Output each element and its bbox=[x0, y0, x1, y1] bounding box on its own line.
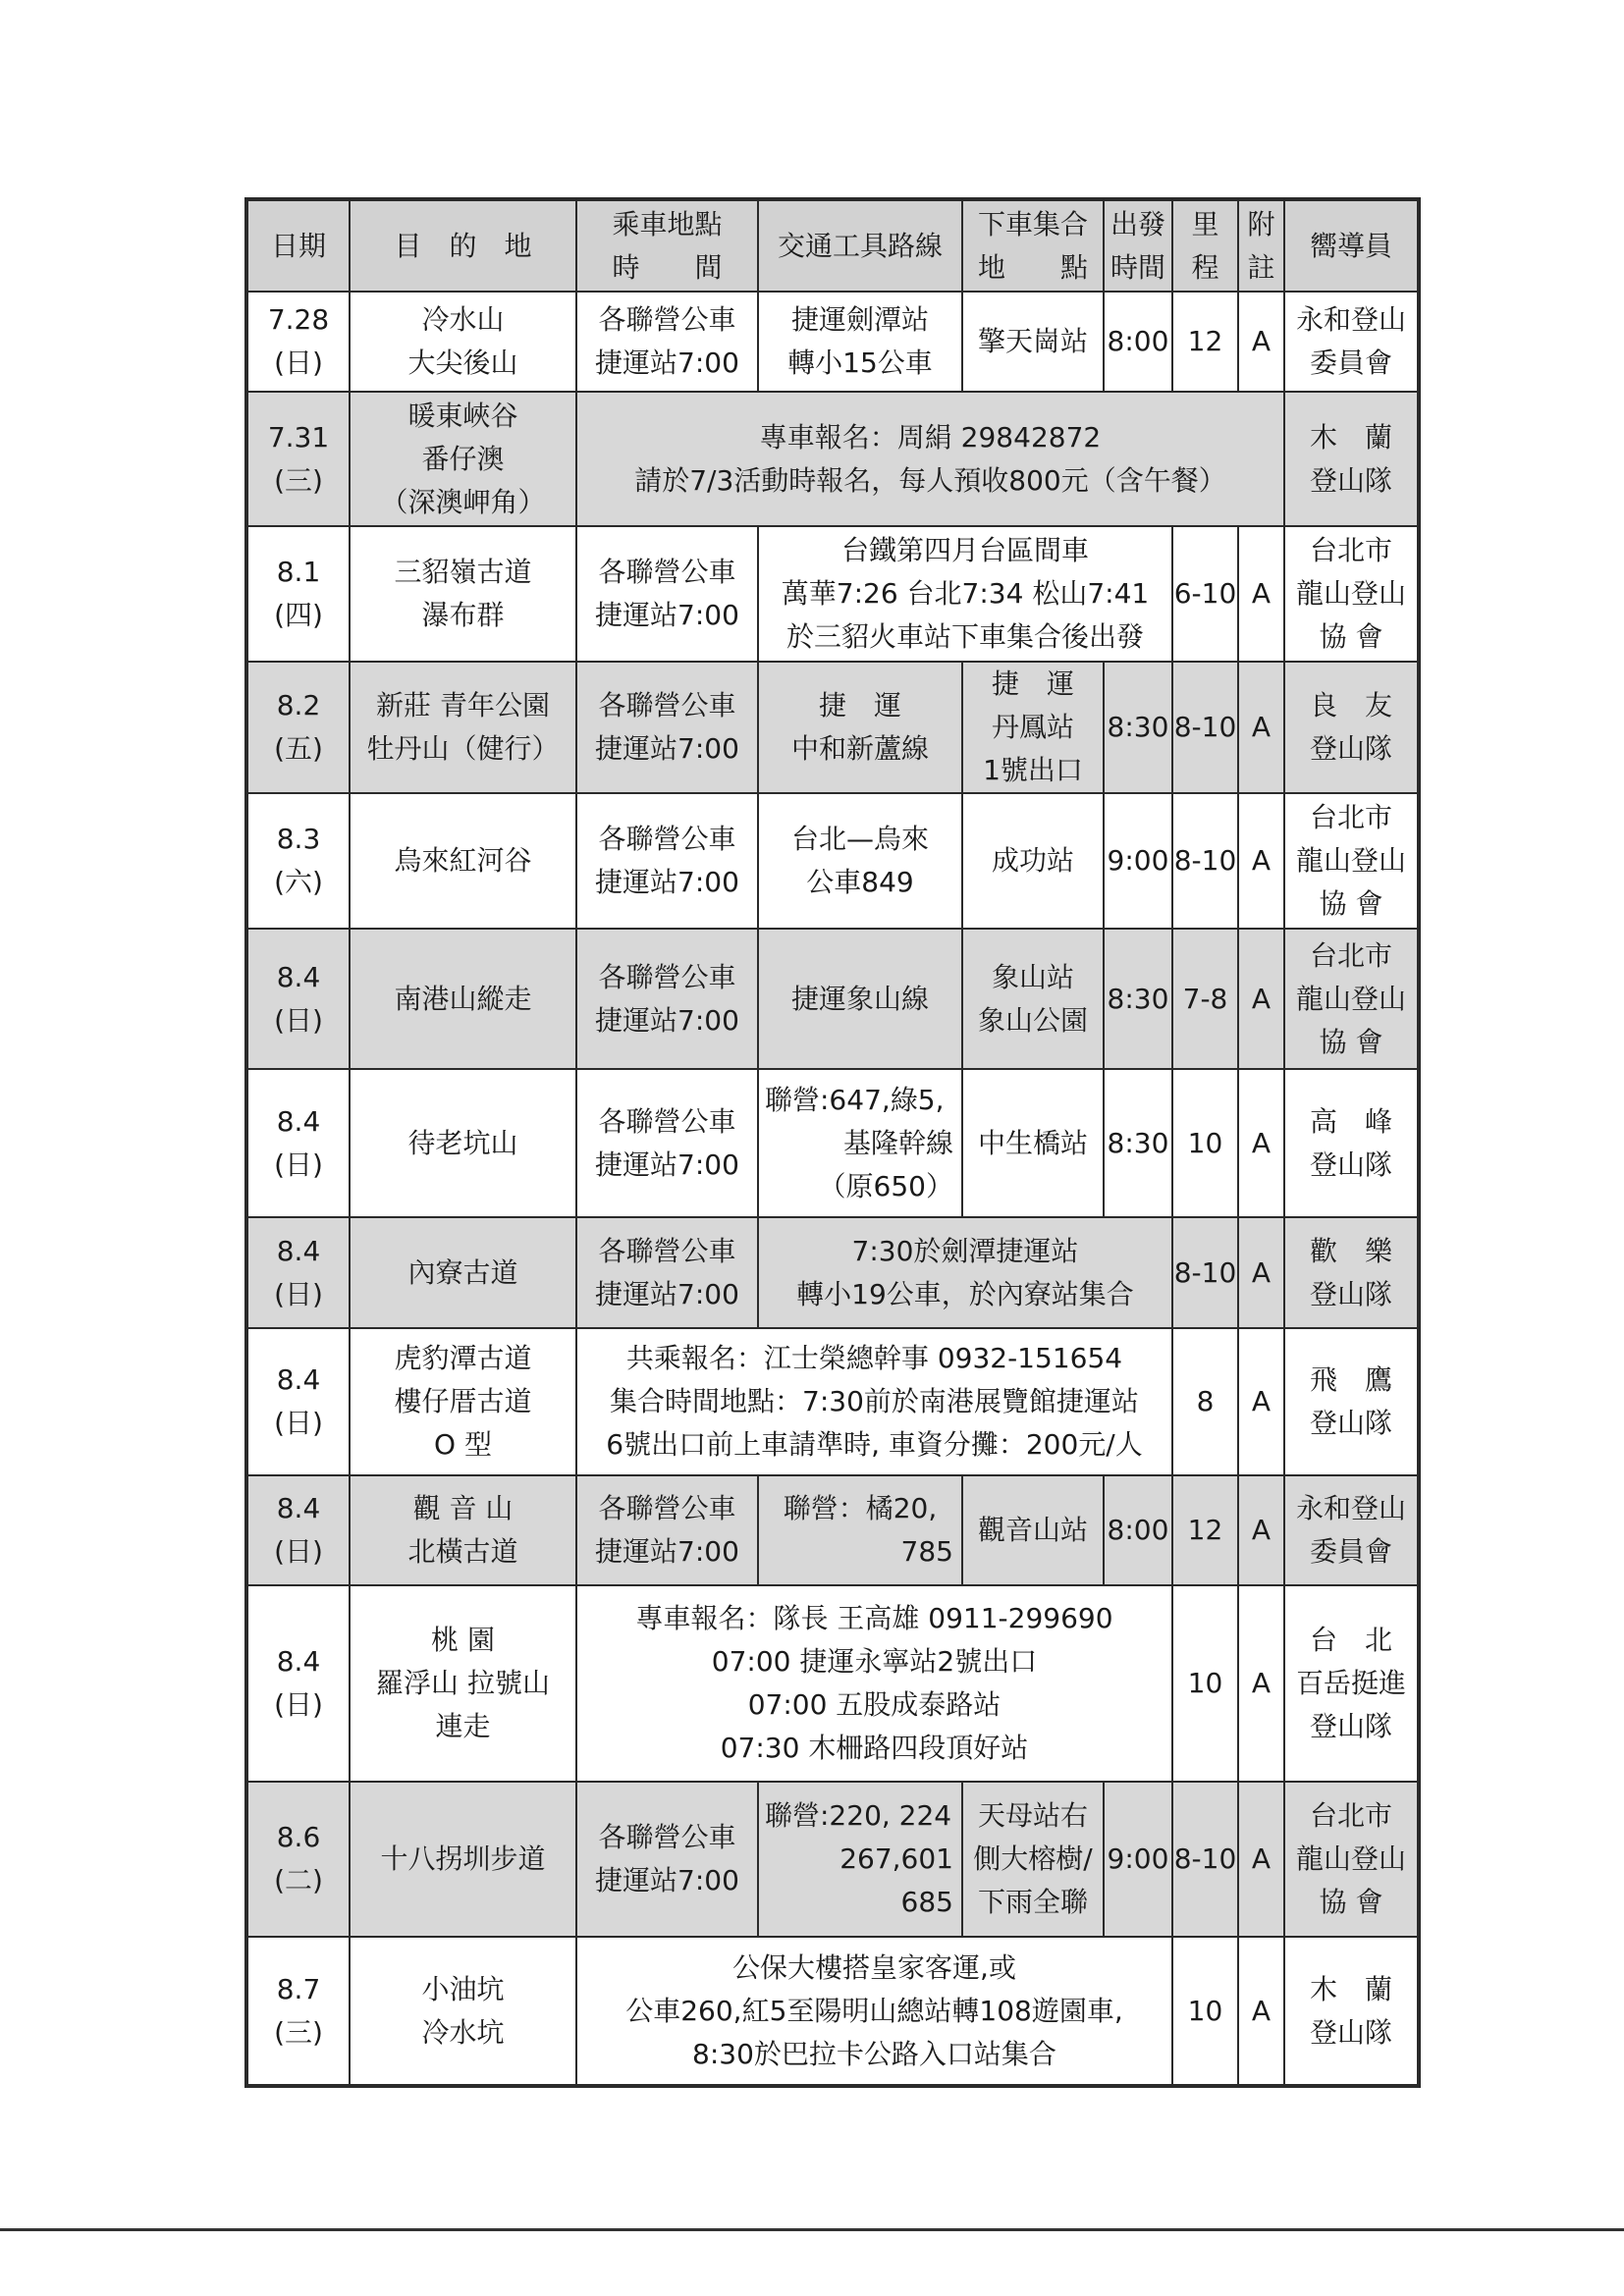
cell-boarding: 各聯營公車 捷運站7:00 bbox=[576, 1475, 758, 1585]
header-guide: 嚮導員 bbox=[1284, 199, 1419, 292]
cell-guide: 台北市 龍山登山 協 會 bbox=[1284, 526, 1419, 662]
cell-meeting-point: 象山站 象山公園 bbox=[962, 929, 1104, 1069]
cell-boarding: 各聯營公車 捷運站7:00 bbox=[576, 526, 758, 662]
table-row bbox=[246, 1328, 1419, 1475]
cell-distance: 8-10 bbox=[1172, 1217, 1238, 1328]
cell-guide: 台北市 龍山登山 協 會 bbox=[1284, 1782, 1419, 1937]
cell-note: A bbox=[1238, 1475, 1284, 1585]
cell-departure-time: 8:00 bbox=[1104, 292, 1172, 392]
cell-meeting-point: 捷 運 丹鳳站 1號出口 bbox=[962, 662, 1104, 793]
table-row bbox=[246, 1782, 1419, 1937]
header-row bbox=[246, 199, 1419, 292]
cell-route: 台北—烏來 公車849 bbox=[758, 793, 962, 929]
table-row bbox=[246, 1937, 1419, 2086]
table-row bbox=[246, 292, 1419, 392]
header-boarding: 乘車地點 時 間 bbox=[576, 199, 758, 292]
cell-departure-time: 8:30 bbox=[1104, 1069, 1172, 1217]
cell-note: A bbox=[1238, 793, 1284, 929]
cell-distance: 8-10 bbox=[1172, 793, 1238, 929]
cell-guide: 永和登山 委員會 bbox=[1284, 292, 1419, 392]
cell-destination: 南港山縱走 bbox=[350, 929, 576, 1069]
table-row bbox=[246, 1585, 1419, 1782]
cell-note: A bbox=[1238, 1069, 1284, 1217]
cell-route: 捷運劍潭站 轉小15公車 bbox=[758, 292, 962, 392]
cell-departure-time: 8:30 bbox=[1104, 929, 1172, 1069]
cell-distance: 10 bbox=[1172, 1069, 1238, 1217]
table-row bbox=[246, 1217, 1419, 1328]
cell-note: A bbox=[1238, 662, 1284, 793]
cell-distance: 8 bbox=[1172, 1328, 1238, 1475]
table-row bbox=[246, 662, 1419, 793]
cell-date: 8.4 (日) bbox=[246, 1585, 350, 1782]
cell-destination: 待老坑山 bbox=[350, 1069, 576, 1217]
cell-departure-time: 8:30 bbox=[1104, 662, 1172, 793]
cell-date: 8.4 (日) bbox=[246, 929, 350, 1069]
cell-registration-info: 專車報名：周絹 29842872 請於7/3活動時報名，每人預收800元（含午餐） bbox=[576, 392, 1284, 526]
cell-date: 8.4 (日) bbox=[246, 1328, 350, 1475]
header-route: 交通工具路線 bbox=[758, 199, 962, 292]
cell-destination: 暖東峽谷 番仔澳 （深澳岬角） bbox=[350, 392, 576, 526]
table-row bbox=[246, 526, 1419, 662]
cell-meeting-point: 中生橋站 bbox=[962, 1069, 1104, 1217]
cell-departure-time: 8:00 bbox=[1104, 1475, 1172, 1585]
cell-note: A bbox=[1238, 1937, 1284, 2086]
cell-route: 捷運象山線 bbox=[758, 929, 962, 1069]
cell-destination: 觀 音 山 北橫古道 bbox=[350, 1475, 576, 1585]
cell-boarding: 各聯營公車 捷運站7:00 bbox=[576, 793, 758, 929]
cell-route: 聯營:647,綠5, 基隆幹線 （原650） bbox=[758, 1069, 962, 1217]
footer-divider bbox=[0, 2228, 1624, 2231]
cell-boarding: 各聯營公車 捷運站7:00 bbox=[576, 662, 758, 793]
table-row bbox=[246, 929, 1419, 1069]
cell-guide: 歡 樂 登山隊 bbox=[1284, 1217, 1419, 1328]
cell-date: 8.4 (日) bbox=[246, 1217, 350, 1328]
cell-route: 聯營:220, 224 267,601 685 bbox=[758, 1782, 962, 1937]
cell-distance: 7-8 bbox=[1172, 929, 1238, 1069]
cell-distance: 8-10 bbox=[1172, 1782, 1238, 1937]
cell-date: 8.4 (日) bbox=[246, 1069, 350, 1217]
cell-date: 7.28 (日) bbox=[246, 292, 350, 392]
cell-distance: 8-10 bbox=[1172, 662, 1238, 793]
cell-date: 8.2 (五) bbox=[246, 662, 350, 793]
cell-note: A bbox=[1238, 1217, 1284, 1328]
cell-route: 聯營：橘20, 785 bbox=[758, 1475, 962, 1585]
header-meeting-point: 下車集合 地 點 bbox=[962, 199, 1104, 292]
cell-registration-info: 共乘報名：江士榮總幹事 0932-151654 集合時間地點：7:30前於南港展覽館捷運站 6號出口前上車請準時, 車資分攤：200元/人 bbox=[576, 1328, 1172, 1475]
header-note: 附 註 bbox=[1238, 199, 1284, 292]
cell-guide: 良 友 登山隊 bbox=[1284, 662, 1419, 793]
cell-guide: 飛 鷹 登山隊 bbox=[1284, 1328, 1419, 1475]
cell-guide: 永和登山 委員會 bbox=[1284, 1475, 1419, 1585]
cell-date: 8.3 (六) bbox=[246, 793, 350, 929]
cell-destination: 三貂嶺古道 瀑布群 bbox=[350, 526, 576, 662]
header-date: 日期 bbox=[246, 199, 350, 292]
cell-date: 8.4 (日) bbox=[246, 1475, 350, 1585]
cell-note: A bbox=[1238, 929, 1284, 1069]
cell-meeting-point: 天母站右 側大榕樹/ 下雨全聯 bbox=[962, 1782, 1104, 1937]
cell-guide: 木 蘭 登山隊 bbox=[1284, 1937, 1419, 2086]
cell-boarding: 各聯營公車 捷運站7:00 bbox=[576, 1217, 758, 1328]
cell-destination: 小油坑 冷水坑 bbox=[350, 1937, 576, 2086]
table-row bbox=[246, 1475, 1419, 1585]
cell-destination: 內寮古道 bbox=[350, 1217, 576, 1328]
cell-meeting-point: 觀音山站 bbox=[962, 1475, 1104, 1585]
table-row bbox=[246, 793, 1419, 929]
header-distance: 里 程 bbox=[1172, 199, 1238, 292]
cell-guide: 台北市 龍山登山 協 會 bbox=[1284, 793, 1419, 929]
cell-departure-time: 9:00 bbox=[1104, 793, 1172, 929]
cell-meeting-point: 擎天崗站 bbox=[962, 292, 1104, 392]
cell-note: A bbox=[1238, 1328, 1284, 1475]
cell-distance: 10 bbox=[1172, 1937, 1238, 2086]
cell-note: A bbox=[1238, 526, 1284, 662]
cell-registration-info: 公保大樓搭皇家客運,或 公車260,紅5至陽明山總站轉108遊園車, 8:30於巴拉卡公路入口站集合 bbox=[576, 1937, 1172, 2086]
cell-guide: 台北市 龍山登山 協 會 bbox=[1284, 929, 1419, 1069]
cell-route-detail: 台鐵第四月台區間車 萬華7:26 台北7:34 松山7:41 於三貂火車站下車集合後出發 bbox=[758, 526, 1172, 662]
cell-guide: 高 峰 登山隊 bbox=[1284, 1069, 1419, 1217]
cell-guide: 台 北 百岳挺進 登山隊 bbox=[1284, 1585, 1419, 1782]
header-destination: 目 的 地 bbox=[350, 199, 576, 292]
cell-registration-info: 專車報名：隊長 王高雄 0911-299690 07:00 捷運永寧站2號出口 07:00 五股成泰路站 07:30 木柵路四段頂好站 bbox=[576, 1585, 1172, 1782]
cell-distance: 12 bbox=[1172, 292, 1238, 392]
cell-route-detail: 7:30於劍潭捷運站 轉小19公車，於內寮站集合 bbox=[758, 1217, 1172, 1328]
table-row bbox=[246, 1069, 1419, 1217]
cell-destination: 冷水山 大尖後山 bbox=[350, 292, 576, 392]
cell-date: 8.7 (三) bbox=[246, 1937, 350, 2086]
cell-date: 8.1 (四) bbox=[246, 526, 350, 662]
cell-destination: 新莊 青年公園 牡丹山（健行） bbox=[350, 662, 576, 793]
header-departure-time: 出發 時間 bbox=[1104, 199, 1172, 292]
cell-date: 8.6 (二) bbox=[246, 1782, 350, 1937]
cell-destination: 虎豹潭古道 樓仔厝古道 O 型 bbox=[350, 1328, 576, 1475]
hiking-schedule-table bbox=[244, 197, 1421, 2088]
cell-meeting-point: 成功站 bbox=[962, 793, 1104, 929]
cell-boarding: 各聯營公車 捷運站7:00 bbox=[576, 1782, 758, 1937]
cell-distance: 12 bbox=[1172, 1475, 1238, 1585]
cell-boarding: 各聯營公車 捷運站7:00 bbox=[576, 292, 758, 392]
cell-destination: 桃 園 羅浮山 拉號山 連走 bbox=[350, 1585, 576, 1782]
cell-date: 7.31 (三) bbox=[246, 392, 350, 526]
cell-distance: 10 bbox=[1172, 1585, 1238, 1782]
cell-destination: 烏來紅河谷 bbox=[350, 793, 576, 929]
cell-departure-time: 9:00 bbox=[1104, 1782, 1172, 1937]
cell-distance: 6-10 bbox=[1172, 526, 1238, 662]
cell-boarding: 各聯營公車 捷運站7:00 bbox=[576, 929, 758, 1069]
cell-guide: 木 蘭 登山隊 bbox=[1284, 392, 1419, 526]
cell-note: A bbox=[1238, 1585, 1284, 1782]
cell-note: A bbox=[1238, 292, 1284, 392]
cell-route: 捷 運 中和新蘆線 bbox=[758, 662, 962, 793]
table-row bbox=[246, 392, 1419, 526]
cell-note: A bbox=[1238, 1782, 1284, 1937]
cell-destination: 十八拐圳步道 bbox=[350, 1782, 576, 1937]
cell-boarding: 各聯營公車 捷運站7:00 bbox=[576, 1069, 758, 1217]
